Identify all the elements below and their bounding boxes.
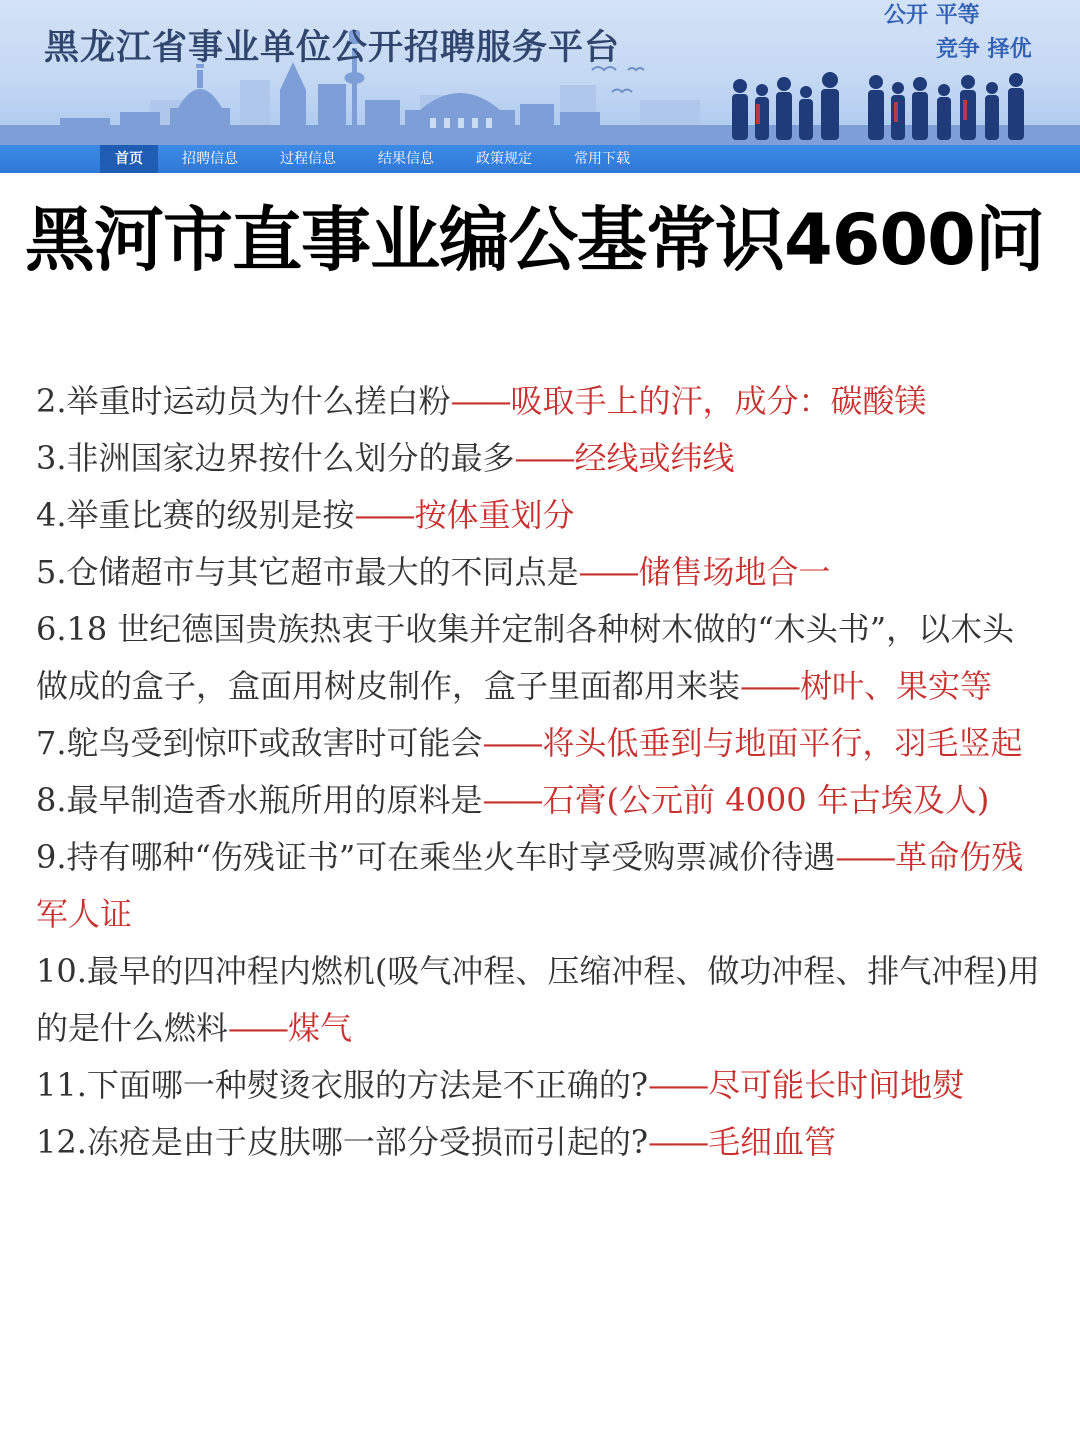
question-text: 11.下面哪一种熨烫衣服的方法是不正确的? bbox=[36, 1066, 649, 1104]
question-text: 10.最早的四冲程内燃机(吸气冲程、压缩冲程、做功冲程、排气冲程)用的是什么燃料 bbox=[36, 952, 1040, 1047]
top-nav-bar bbox=[0, 145, 1080, 173]
nav-item-downloads[interactable]: 常用下载 bbox=[574, 151, 630, 167]
qa-item bbox=[36, 430, 1046, 487]
answer-text: —— 毛细血管 bbox=[648, 1123, 836, 1161]
question-text: 3.非洲国家边界按什么划分的最多 bbox=[36, 439, 515, 477]
qa-item bbox=[36, 544, 1046, 601]
nav-item-recruitment-info[interactable]: 招聘信息 bbox=[182, 151, 238, 167]
banner-title: 黑龙江省事业单位公开招聘服务平台 bbox=[44, 28, 621, 68]
answer-text: —— 吸取手上的汗，成分：碳酸镁 bbox=[451, 382, 927, 420]
nav-item-process-info[interactable]: 过程信息 bbox=[280, 151, 336, 167]
answer-text: —— 将头低垂到与地面平行，羽毛竖起 bbox=[483, 724, 1023, 762]
question-text: 4.举重比赛的级别是按 bbox=[36, 496, 355, 534]
answer-text: —— 经线或纬线 bbox=[515, 439, 735, 477]
answer-text: —— 革命伤残军人证 bbox=[36, 838, 1023, 933]
question-text: 6.18 世纪德国贵族热衷于收集并定制各种树木做的“木头书”，以木头做成的盒子，盒面用树皮制作，盒子里面都用来装 bbox=[36, 610, 1015, 705]
slogan-line-2: 竞争 择优 bbox=[936, 37, 1032, 62]
nav-item-policy[interactable]: 政策规定 bbox=[476, 151, 532, 167]
nav-item-home[interactable]: 首页 bbox=[100, 145, 158, 173]
question-text: 9.持有哪种“伤残证书”可在乘坐火车时享受购票减价待遇 bbox=[36, 838, 836, 876]
qa-item bbox=[36, 715, 1046, 772]
answer-text: —— 按体重划分 bbox=[355, 496, 575, 534]
answer-text: —— 储售场地合一 bbox=[579, 553, 831, 591]
question-text: 7.鸵鸟受到惊吓或敌害时可能会 bbox=[36, 724, 483, 762]
page-headline: 黑河市直事业编公基常识4600问 bbox=[25, 199, 1044, 281]
answer-text: —— 树叶、果实等 bbox=[740, 667, 992, 705]
qa-item bbox=[36, 373, 1046, 430]
slogan-line-1: 公开 平等 bbox=[884, 3, 980, 28]
question-text: 2.举重时运动员为什么搓白粉 bbox=[36, 382, 451, 420]
nav-item-result-info[interactable]: 结果信息 bbox=[378, 151, 434, 167]
qa-item bbox=[36, 943, 1046, 1057]
header-banner bbox=[0, 0, 1080, 145]
qa-item bbox=[36, 1114, 1046, 1171]
question-text: 8.最早制造香水瓶所用的原料是 bbox=[36, 781, 483, 819]
question-text: 12.冻疮是由于皮肤哪一部分受损而引起的? bbox=[36, 1123, 649, 1161]
qa-item bbox=[36, 772, 1046, 829]
answer-text: —— 煤气 bbox=[228, 1009, 352, 1047]
qa-item bbox=[36, 829, 1046, 943]
qa-item bbox=[36, 1057, 1046, 1114]
question-text: 5.仓储超市与其它超市最大的不同点是 bbox=[36, 553, 579, 591]
answer-text: —— 石膏(公元前 4000 年古埃及人) bbox=[483, 781, 990, 819]
qa-item bbox=[36, 487, 1046, 544]
qa-list bbox=[36, 373, 1046, 1171]
answer-text: —— 尽可能长时间地熨 bbox=[648, 1066, 964, 1104]
qa-item bbox=[36, 601, 1046, 715]
